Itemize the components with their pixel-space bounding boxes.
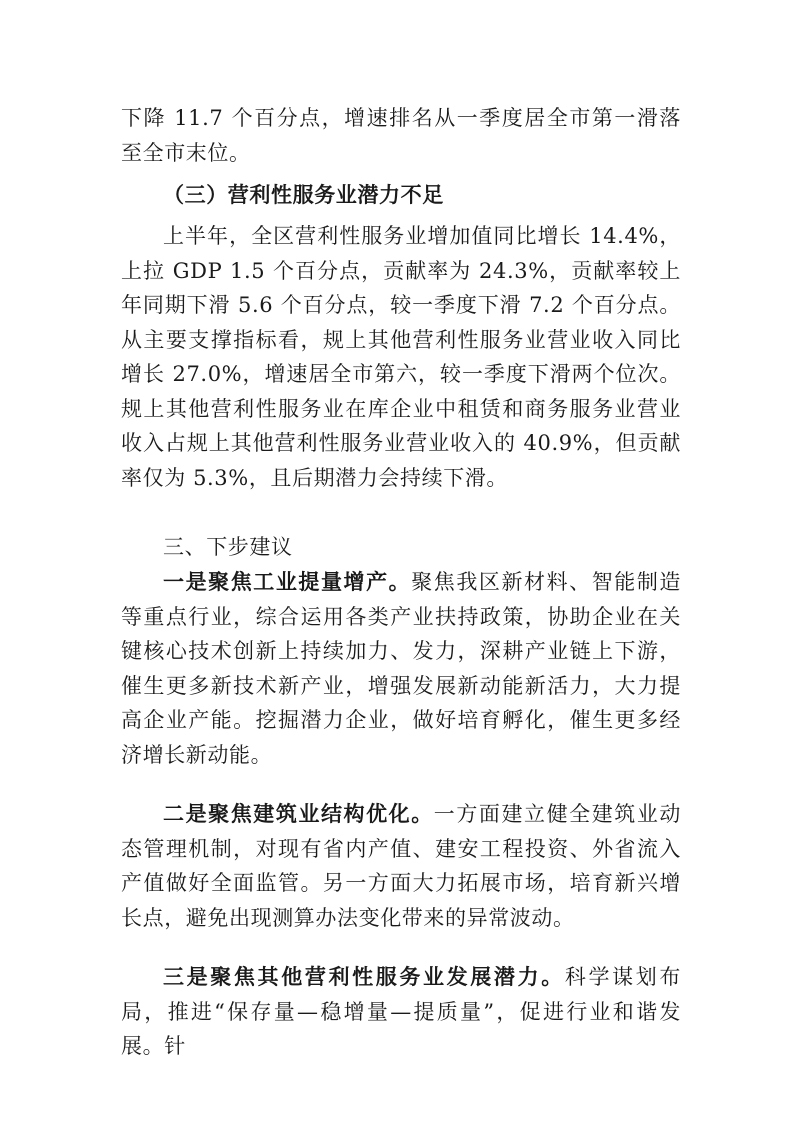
suggestion-1-title: 一是聚焦工业提量增产。 [163, 570, 412, 594]
suggestion-3-title: 三是聚焦其他营利性服务业发展潜力。 [163, 965, 565, 989]
suggestion-3-text: 科学谋划布局，推进“保存量—稳增量—提质量”，促进行业和谐发展。针 [121, 965, 681, 1058]
suggestion-2-title: 二是聚焦建筑业结构优化。 [163, 802, 434, 826]
paragraph-service-industry: 上半年，全区营利性服务业增加值同比增长 14.4%，上拉 GDP 1.5 个百分点，贡献率为 24.3%，贡献率较上年同期下滑 5.6 个百分点，较一季度下滑 7.2 个百分点。从主要支撑指标看，规上其他营利性服务业营业收入同比增长 27.0%，增速居全市第六，较一季度下滑两个位次。规上其他营利性服务业在库企业中租赁和商务服务业营业收入占规上其他营利性服务业营业收入的 40.9%，但贡献率仅为 5.3%，且后期潜力会持续下滑。 [121, 224, 681, 490]
paragraph-suggestion-1 [121, 565, 681, 772]
paragraph-continuation: 下降 11.7 个百分点，增速排名从一季度居全市第一滑落至全市末位。 [121, 106, 681, 165]
section-heading-3: （三）营利性服务业潜力不足 [163, 183, 444, 207]
paragraph-suggestion-3 [121, 960, 681, 1064]
paragraph-suggestion-2 [121, 797, 681, 935]
suggestion-2-text: 一方面建立健全建筑业动态管理机制，对现有省内产值、建安工程投资、外省流入产值做好全面监管。另一方面大力拓展市场，培育新兴增长点，避免出现测算办法变化带来的异常波动。 [121, 802, 681, 930]
suggestion-1-text: 聚焦我区新材料、智能制造等重点行业，综合运用各类产业扶持政策，协助企业在关键核心技术创新上持续加力、发力，深耕产业链上下游，催生更多新技术新产业，增强发展新动能新活力，大力提高企业产能。挖掘潜力企业，做好培育孵化，催生更多经济增长新动能。 [121, 570, 681, 767]
section-heading-suggestions: 三、下步建议 [163, 535, 293, 559]
